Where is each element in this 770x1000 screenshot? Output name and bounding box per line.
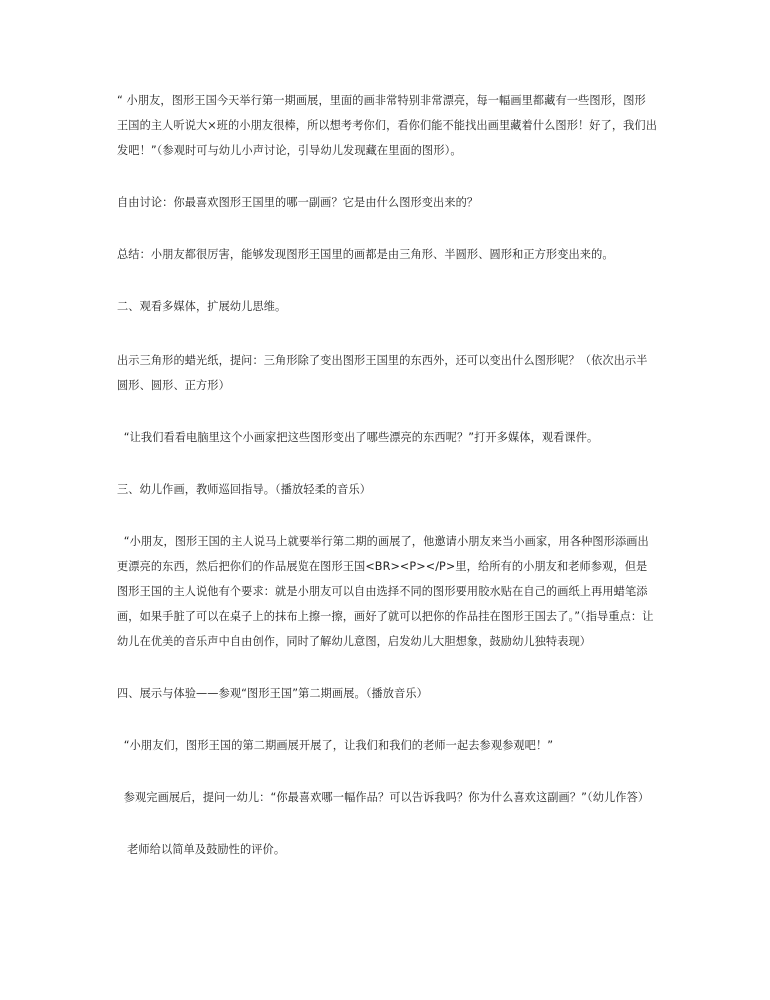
paragraph-question-child: 参观完画展后，提问一幼儿：“你最喜欢哪一幅作品？可以告诉我吗？你为什么喜欢这副画？”（幼儿作答） xyxy=(123,791,650,804)
section-heading-exhibition: 四、展示与体验——参观“图形王国”第二期画展。（播放音乐） xyxy=(117,687,428,700)
paragraph-drawing-instructions: “小朋友，图形王国的主人说马上就要举行第二期的画展了，他邀请小朋友来当小画家，用各种图形添画出更漂亮的东西，然后把你们的作品展览在图形王国<BR><P></P>里，给所有的小朋友和老师参观，但是图形王国的主人说他有个要求：就是小朋友可以自由选择不同的图形要用胶水贴在自己的画纸上再用蜡笔添画，如果手脏了可以在桌子上的抹布上擦一擦，画好了就可以把你的作品挂在图形王国去了。”（指导重点：让幼儿在优美的音乐声中自由创作，同时了解幼儿意图，启发幼儿大胆想象，鼓励幼儿独特表现） xyxy=(117,535,654,648)
paragraph-summary: 总结：小朋友都很厉害，能够发现图形王国里的画都是由三角形、半圆形、圆形和正方形变出来的。 xyxy=(117,248,614,261)
paragraph-visit-invite: “小朋友们，图形王国的第二期画展开展了，让我们和我们的老师一起去参观参观吧！” xyxy=(123,739,554,752)
section-heading-drawing: 三、幼儿作画，教师巡回指导。（播放轻柔的音乐） xyxy=(117,483,372,496)
paragraph-gallery-intro: “ 小朋友，图形王国今天举行第一期画展，里面的画非常特别非常漂亮，每一幅画里都藏有一些图形，图形王国的主人听说大×班的小朋友很棒，所以想考考你们，看你们能不能找出画里藏着什么图形！好了，我们出发吧！”（参观时可与幼儿小声讨论，引导幼儿发现藏在里面的图形）。 xyxy=(117,94,657,157)
document-body xyxy=(117,88,657,862)
section-heading-multimedia: 二、观看多媒体，扩展幼儿思维。 xyxy=(117,300,287,313)
paragraph-open-multimedia: “让我们看看电脑里这个小画家把这些图形变出了哪些漂亮的东西呢？”打开多媒体，观看课件。 xyxy=(123,431,599,444)
paragraph-free-discussion: 自由讨论：你最喜欢图形王国里的哪一副画？它是由什么图形变出来的？ xyxy=(117,196,479,209)
paragraph-show-triangle: 出示三角形的蜡光纸，提问：三角形除了变出图形王国里的东西外，还可以变出什么图形呢？（依次出示半圆形、圆形、正方形） xyxy=(117,354,648,392)
paragraph-teacher-evaluation: 老师给以简单及鼓励性的评价。 xyxy=(127,843,286,856)
